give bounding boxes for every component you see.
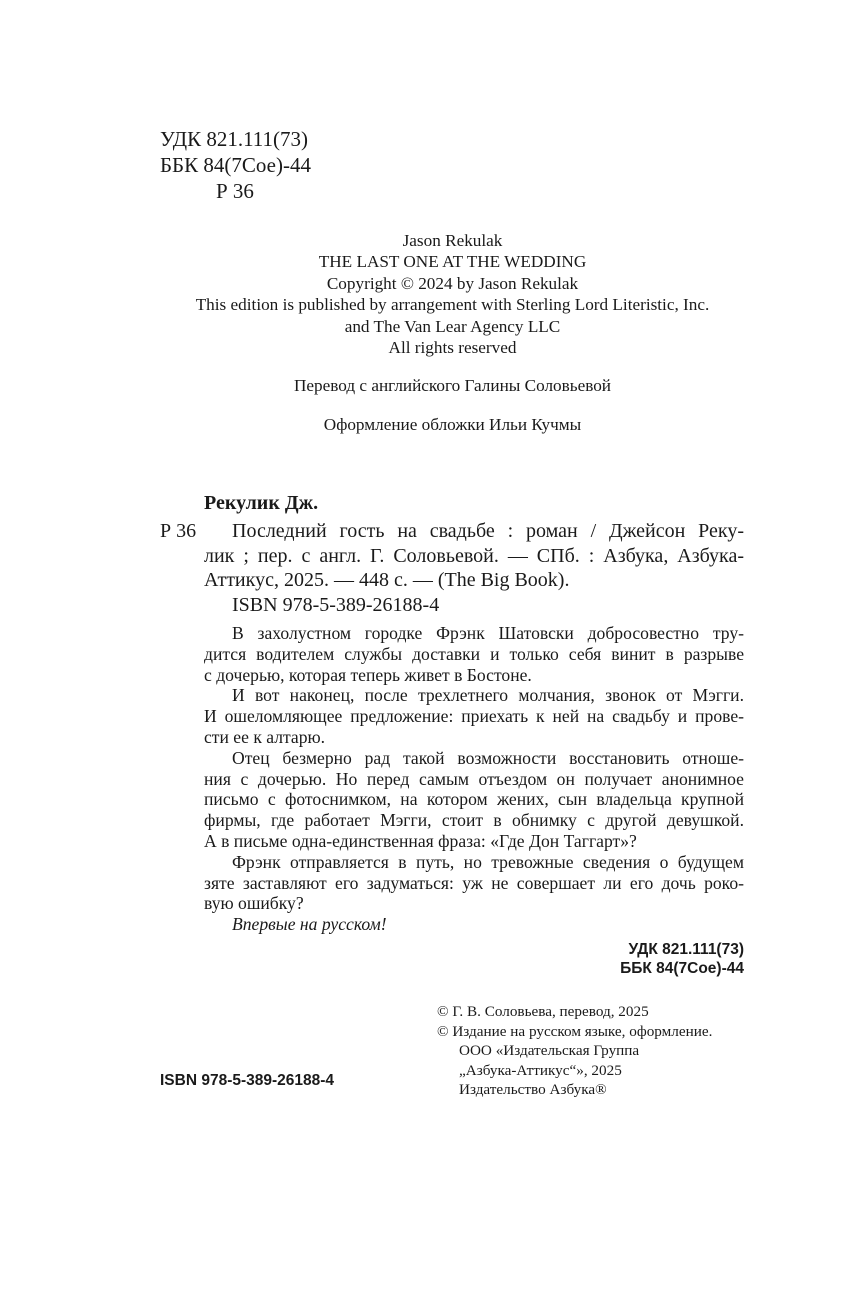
publisher-line-1: ООО «Издательская Группа <box>459 1042 640 1060</box>
description-line: Последний гость на свадьбе : роман / Джейсон Реку- <box>232 520 744 542</box>
author-name-en: Jason Rekulak <box>402 231 503 250</box>
card-udk-code: УДК 821.111(73) <box>628 941 744 958</box>
copyright-edition: © Издание на русском языке, оформление. <box>437 1022 713 1040</box>
annotation-line: зяте заставляют его задуматься: уж не совершает ли его дочь роко- <box>204 872 744 893</box>
bottom-isbn: ISBN 978-5-389-26188-4 <box>160 1072 335 1089</box>
copyright-notes <box>437 1002 712 1100</box>
annotation-line: В захолустном городке Фрэнк Шатовски добросовестно тру- <box>232 623 744 643</box>
annotation-line: И вот наконец, после трехлетнего молчания, звонок от Мэгги. <box>232 685 744 706</box>
udk-code: УДК 821.111(73) <box>160 127 309 151</box>
annotation-line: вую ошибку? <box>204 893 304 914</box>
annotation-line: с дочерью, которая теперь живет в Бостоне. <box>204 664 532 685</box>
annotation <box>204 623 744 935</box>
rights-reserved: All rights reserved <box>388 338 517 358</box>
catalog-isbn: ISBN 978-5-389-26188-4 <box>232 593 440 616</box>
annotation-line: А в письме одна-единственная фраза: «Где Дон Таггарт»? <box>204 830 637 851</box>
annotation-line: фирмы, где работает Мэгги, стоит в обнимку с другой девушкой. <box>204 810 744 831</box>
copyright-en: Copyright © 2024 by Jason Rekulak <box>326 273 579 293</box>
annotation-line: Отец безмерно рад такой возможности восстановить отноше- <box>232 747 744 768</box>
annotation-line: ния с дочерью. Но перед самым отъездом он получает анонимное <box>204 768 744 789</box>
publisher-line-3: Издательство Азбука® <box>459 1081 607 1099</box>
description-line: лик ; пер. с англ. Г. Соловьевой. — СПб. : Азбука, Азбука- <box>204 544 744 567</box>
annotation-line: И ошеломляющее предложение: приехать к ней на свадьбу и прове- <box>204 706 744 727</box>
annotation-line: Фрэнк отправляется в путь, но тревожные сведения о будущем <box>232 851 744 872</box>
title-en: THE LAST ONE AT THE WEDDING <box>318 252 587 272</box>
catalog-description <box>204 519 744 617</box>
annotation-paragraph <box>204 748 744 852</box>
translation-credit: Перевод с английского Галины Соловьевой <box>294 376 611 395</box>
annotation-line: письмо с фотоснимком, на котором жених, сын владельца крупной <box>204 789 744 810</box>
description-line: Аттикус, 2025. — 448 с. — (The Big Book). <box>204 569 570 591</box>
annotation-paragraph <box>204 685 744 747</box>
annotation-paragraph <box>204 852 744 914</box>
copyright-translation: © Г. В. Соловьева, перевод, 2025 <box>437 1003 649 1020</box>
catalog-author-heading: Рекулик Дж. <box>204 492 319 514</box>
english-credits <box>0 230 856 358</box>
arrangement-line-1: This edition is published by arrangement with Sterling Lord Literistic, Inc. <box>195 295 710 315</box>
arrangement-line-2: and The Van Lear Agency LLC <box>344 316 561 336</box>
bbk-code: ББК 84(7Сое)-44 <box>160 153 311 177</box>
annotation-line: дится водителем службы доставки и только себя винит в разрыве <box>204 643 744 664</box>
publisher-line-2: „Азбука-Аттикус“», 2025 <box>459 1061 622 1079</box>
annotation-paragraph <box>204 623 744 685</box>
author-mark: Р 36 <box>216 179 254 203</box>
cover-design-credit: Оформление обложки Ильи Кучмы <box>323 415 582 434</box>
first-in-russian: Впервые на русском! <box>232 914 387 935</box>
catalog-mark: Р 36 <box>160 520 197 542</box>
annotation-line: сти ее к алтарю. <box>204 726 326 747</box>
card-bbk-code: ББК 84(7Сое)-44 <box>620 960 744 977</box>
